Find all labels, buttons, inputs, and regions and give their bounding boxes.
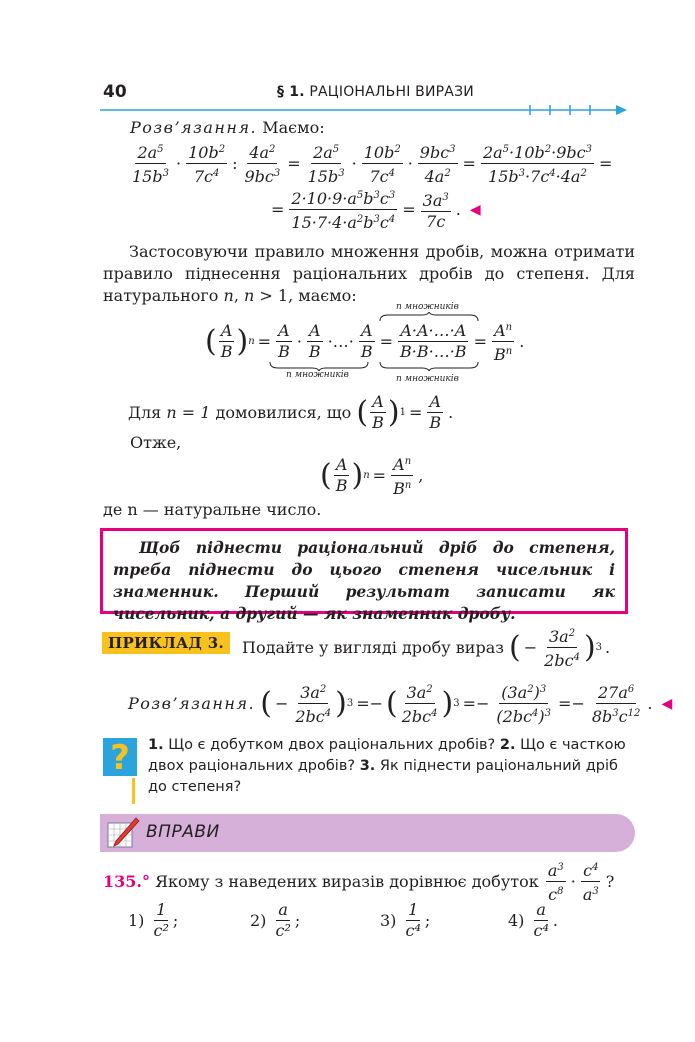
solution-intro-text: Маємо:	[262, 118, 325, 137]
answer-numerator: a	[536, 900, 546, 919]
n-factors-label-left: n множників	[286, 370, 349, 380]
equation-line-2: = $\frac{2\cdot 10\cdot 9\cdot a^5b^3c^3}{15\cdot 7\cdot 4\cdot a^2b^3c^4}$ = $\frac{3a^3}{7c}$ . ◀	[268, 186, 481, 233]
paragraph-text: Застосовуючи правило множення дробів, можна отримати правило піднесення раціональних дробів до степеня. Для натурального	[103, 242, 635, 305]
answer-label: 3)	[380, 911, 397, 930]
where-text: де n — натуральне число.	[103, 500, 322, 519]
n1-prefix: Для	[128, 403, 162, 422]
example-task-text: Подайте у вигляді дробу вираз	[242, 638, 504, 657]
answer-option-2: 2) $\frac{a}{\text{c²}}$ ;	[250, 900, 301, 940]
answer-label: 4)	[508, 911, 525, 930]
q1-number: 1.	[148, 737, 164, 753]
q2-number: 2.	[499, 737, 516, 753]
exercise-135: 135.° Якому з наведених виразів дорівнює добуток $a^3$ $c^8$ · $c^4$ $a^3$ ?	[103, 858, 617, 905]
answer-option-1: 1) $\frac{1}{\text{c²}}$ ;	[128, 900, 179, 940]
questions	[148, 735, 636, 798]
answer-denominator: c²	[275, 921, 291, 940]
rule-box	[100, 528, 628, 623]
question-1: Що є добутком двох раціональних дробів?	[168, 737, 496, 753]
section-symbol: § 1.	[277, 84, 305, 100]
answer-denominator: c²	[153, 921, 169, 940]
question-bar	[132, 778, 135, 804]
answer-option-3: 3) $\frac{1}{\text{c⁴}}$ ;	[380, 900, 431, 940]
question-3: Як піднести раціональний дріб до степеня?	[148, 758, 618, 795]
page-number: 40	[103, 82, 127, 102]
section-title	[277, 84, 474, 100]
example-task: Подайте у вигляді дробу вираз ( − $\frac{3a^2}{2bc^4}$ ) 3 .	[242, 624, 613, 671]
example-end-marker: ◀	[661, 695, 673, 712]
exercise-number: 135.°	[103, 872, 150, 891]
answer-numerator: 1	[156, 900, 167, 919]
power-rule-formula: ( A B ) n = $\frac{A^n}{B^n}$ ,	[320, 452, 426, 499]
bottom-brace-right	[378, 361, 480, 371]
solution-label: Розв’язання.	[130, 118, 258, 137]
answer-label: 1)	[128, 911, 145, 930]
section-title-text: РАЦІОНАЛЬНІ ВИРАЗИ	[309, 84, 474, 100]
header-rule	[100, 103, 628, 117]
svg-text:?: ?	[110, 738, 130, 776]
answer-denominator: c⁴	[533, 921, 549, 940]
n-factors-label-top: n множників	[396, 302, 459, 312]
example-solution-label: Розв’язання.	[128, 694, 256, 713]
n-factors-label-right: n множників	[396, 374, 459, 384]
end-of-solution-marker: ◀	[469, 201, 481, 218]
exercises-title: ВПРАВИ	[146, 822, 220, 842]
example-label: ПРИКЛАД 3.	[102, 632, 230, 654]
equation-line-1: $2a^5$ $15b^3$ · $10b^2$ $7c^4$ : $\frac{4a^2}{9bc^3}$ = $\frac{2a^5}{15b^3}$ · $10b^2$ $7c^4$ · $\frac{9bc^3}{4a^2}$ = $\frac{2a^5\cdot 10b^2\cdot 9bc^3}{15b^3\cdot 7c^4\cdot 4a^2}$ =	[128, 140, 615, 187]
n1-middle: домовилися, що	[215, 403, 352, 422]
exercise-task: Якому з наведених виразів дорівнює добуток	[155, 872, 539, 891]
answer-numerator: a	[278, 900, 288, 919]
answer-label: 2)	[250, 911, 267, 930]
n-equals-one-line: Для n = 1 домовилися, що ( A B ) 1 = $\frac{A}{B}$ .	[128, 392, 454, 432]
solution-intro	[130, 118, 325, 137]
pencil-grid-icon	[106, 817, 140, 849]
answer-numerator: 1	[408, 900, 419, 919]
power-formula: ( A B ) n = $\frac{A}{B}$ · A B ·…· $\frac{A}{B}$ = $\frac{A\cdot A\cdot\dots\cdot A}{B\cdot B\cdot\dots\cdot B}$ = $\frac{A^n}{B^n}$ .	[205, 318, 527, 365]
paragraph-power-rule: Застосовуючи правило множення дробів, можна отримати правило піднесення раціональних дробів до степеня. Для натурального n, n > 1, маємо:	[103, 242, 635, 305]
example-solution: Розв’язання. ( − $\frac{3a^2}{2bc^4}$ ) 3 =− ( $3a^2$ $2bc^4$ ) 3 =− $\frac{(3a^2)^3}{(2bc^4)^3}$ =− $\frac{27a^6}{8b^3c^{12}}$ . ◀	[128, 680, 672, 727]
rule-text: Щоб піднести раціональний дріб до степеня, треба піднести до цього степеня чисельник і знаменник. Перший результат записати як чисельник, а другий — як знаменник дробу.	[113, 538, 615, 623]
q3-number: 3.	[359, 758, 376, 774]
n1-condition: n = 1	[166, 403, 211, 422]
question-icon	[103, 738, 137, 776]
therefore-text: Отже,	[130, 433, 182, 452]
answer-denominator: c⁴	[405, 921, 421, 940]
answer-option-4: 4) $\frac{a}{\text{c⁴}}$ .	[508, 900, 558, 940]
question-2: Що є часткою двох раціональних дробів?	[148, 737, 626, 774]
paragraph-tail: маємо:	[298, 286, 357, 305]
